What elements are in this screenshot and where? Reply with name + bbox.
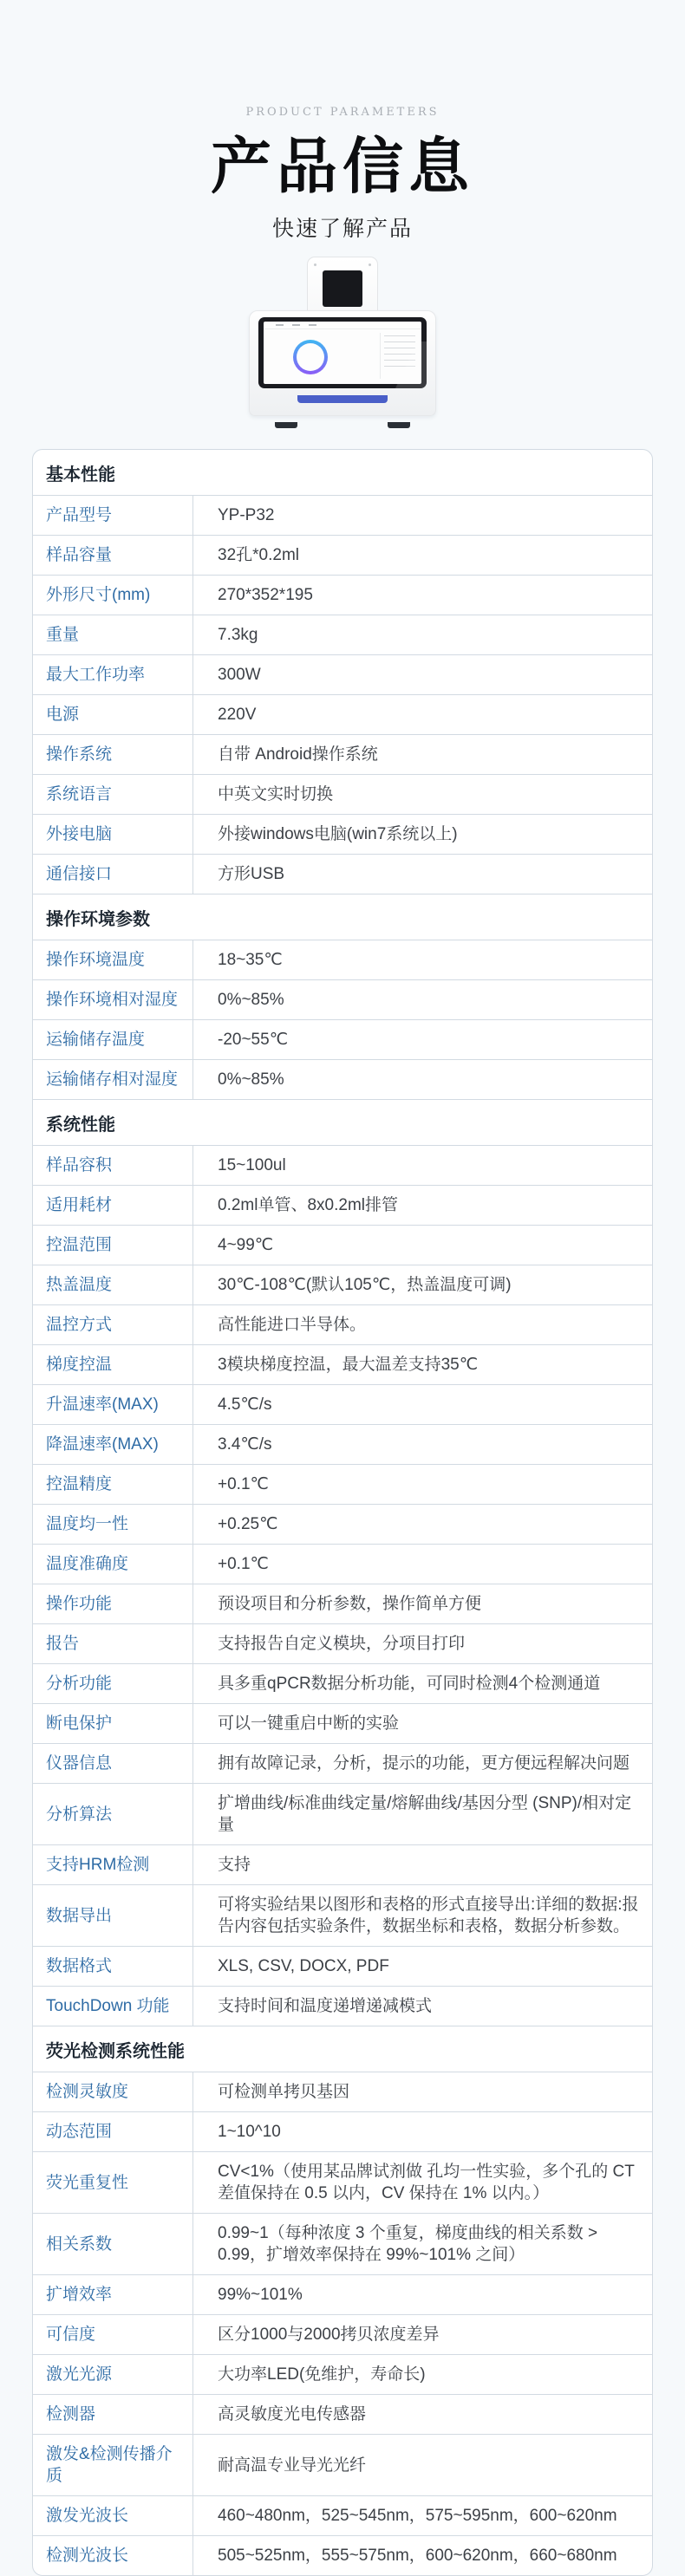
spec-value: 0.99~1（每种浓度 3 个重复，梯度曲线的相关系数 > 0.99，扩增效率保持在 99%~101% 之间） — [218, 2224, 598, 2264]
lid-window — [323, 270, 362, 307]
page-subtitle: 快速了解产品 — [271, 217, 413, 241]
spec-value: -20~55℃ — [218, 1031, 289, 1049]
spec-row — [33, 1545, 652, 1584]
spec-row — [33, 1584, 652, 1624]
section-header: 系统性能 — [33, 1100, 652, 1146]
spec-row — [33, 2536, 652, 2575]
spec-value: 预设项目和分析参数，操作简单方便 — [218, 1595, 482, 1613]
spec-value: 具多重qPCR数据分析功能，可同时检测4个检测通道 — [218, 1675, 601, 1693]
spec-value: 方形USB — [218, 865, 285, 883]
spec-row — [33, 1345, 652, 1385]
spec-row — [33, 536, 652, 576]
spec-row — [33, 655, 652, 695]
base-blue-strip — [297, 395, 388, 403]
spec-row — [33, 980, 652, 1020]
spec-value: 区分1000与2000拷贝浓度差异 — [218, 2326, 440, 2344]
section-header: 荧光检测系统性能 — [33, 2026, 652, 2072]
spec-value: 扩增曲线/标准曲线定量/熔解曲线/基因分型 (SNP)/相对定量 — [218, 1794, 632, 1834]
spec-row — [33, 2214, 652, 2275]
spec-row — [33, 1885, 652, 1947]
spec-label: 可信度 — [33, 2315, 193, 2354]
spec-label: 运输储存温度 — [33, 1020, 193, 1059]
spec-value: 460~480nm，525~545nm，575~595nm，600~620nm — [218, 2507, 617, 2525]
spec-row — [33, 1744, 652, 1784]
spec-value: 270*352*195 — [218, 586, 313, 604]
spec-value: 可将实验结果以图形和表格的形式直接导出:详细的数据:报告内容包括实验条件，数据坐标和表格，数据分析参数。 — [218, 1896, 639, 1935]
spec-row — [33, 1987, 652, 2026]
spec-label: 控温精度 — [33, 1465, 193, 1504]
spec-label: 样品容积 — [33, 1146, 193, 1185]
spec-label: 温控方式 — [33, 1305, 193, 1344]
spec-label: 适用耗材 — [33, 1186, 193, 1225]
spec-value: +0.1℃ — [218, 1475, 269, 1493]
spec-label: 仪器信息 — [33, 1744, 193, 1783]
spec-label: 产品型号 — [33, 496, 193, 535]
spec-value: 拥有故障记录，分析，提示的功能，更方便远程解决问题 — [218, 1754, 630, 1773]
spec-label: 数据导出 — [33, 1885, 193, 1946]
instrument-body — [249, 310, 436, 416]
spec-value: 支持报告自定义模块，分项目打印 — [218, 1635, 466, 1653]
spec-label: 分析功能 — [33, 1664, 193, 1703]
lid-screw — [369, 263, 371, 266]
spec-row — [33, 2275, 652, 2315]
spec-label: 操作环境温度 — [33, 940, 193, 979]
spec-row — [33, 695, 652, 735]
spec-row — [33, 615, 652, 655]
spec-value: 高性能进口半导体。 — [218, 1316, 367, 1334]
spec-row — [33, 1265, 652, 1305]
spec-row — [33, 496, 652, 536]
spec-row — [33, 1784, 652, 1845]
spec-label: 扩增效率 — [33, 2275, 193, 2314]
spec-value: 15~100ul — [218, 1156, 286, 1174]
spec-label: 温度均一性 — [33, 1505, 193, 1544]
spec-label: 控温范围 — [33, 1226, 193, 1265]
spec-label: 支持HRM检测 — [33, 1845, 193, 1884]
spec-label: 操作系统 — [33, 735, 193, 774]
spec-label: 报告 — [33, 1624, 193, 1663]
spec-value: +0.25℃ — [218, 1515, 278, 1533]
spec-row — [33, 1226, 652, 1265]
spec-value: 可以一键重启中断的实验 — [218, 1714, 400, 1733]
lid-screw — [314, 263, 316, 266]
spec-value: CV<1%（使用某品牌试剂做 孔均一性实验，多个孔的 CT差值保持在 0.5 以内，CV 保持在 1% 以内。） — [218, 2163, 635, 2202]
instrument-foot — [388, 422, 410, 428]
spec-row — [33, 1305, 652, 1345]
spec-row — [33, 2395, 652, 2435]
spec-row — [33, 775, 652, 815]
section-header: 基本性能 — [33, 450, 652, 496]
spec-row — [33, 2496, 652, 2536]
spec-label: 样品容量 — [33, 536, 193, 575]
spec-row — [33, 2152, 652, 2214]
spec-value: 大功率LED(免维护，寿命长) — [218, 2365, 426, 2384]
spec-row — [33, 855, 652, 894]
spec-label: 动态范围 — [33, 2112, 193, 2151]
spec-label: 检测灵敏度 — [33, 2072, 193, 2111]
eyebrow-text: PRODUCT PARAMETERS — [245, 106, 440, 119]
spec-value: 中英文实时切换 — [218, 785, 334, 803]
spec-row — [33, 1704, 652, 1744]
spec-label: 外形尺寸(mm) — [33, 576, 193, 615]
spec-label: 操作功能 — [33, 1584, 193, 1623]
spec-value: 3.4℃/s — [218, 1435, 272, 1454]
spec-value: 7.3kg — [218, 626, 258, 644]
spec-row — [33, 1186, 652, 1226]
spec-row — [33, 2355, 652, 2395]
spec-value: 4.5℃/s — [218, 1395, 272, 1414]
spec-label: 分析算法 — [33, 1784, 193, 1844]
spec-value: 300W — [218, 666, 261, 684]
spec-row — [33, 1425, 652, 1465]
spec-label: 断电保护 — [33, 1704, 193, 1743]
spec-label: TouchDown 功能 — [33, 1987, 193, 2026]
touchscreen-tabs — [264, 322, 421, 329]
spec-label: 相关系数 — [33, 2214, 193, 2274]
spec-value: 18~35℃ — [218, 951, 283, 969]
spec-label: 运输储存相对湿度 — [33, 1060, 193, 1099]
spec-label: 电源 — [33, 695, 193, 734]
screen-glare — [373, 342, 427, 388]
spec-row — [33, 1505, 652, 1545]
spec-label: 检测光波长 — [33, 2536, 193, 2575]
spec-value: 220V — [218, 706, 257, 724]
spec-label: 系统语言 — [33, 775, 193, 814]
progress-ring — [293, 340, 328, 374]
spec-label: 最大工作功率 — [33, 655, 193, 694]
spec-label: 梯度控温 — [33, 1345, 193, 1384]
spec-value: 99%~101% — [218, 2286, 303, 2304]
spec-row — [33, 1664, 652, 1704]
spec-value: 可检测单拷贝基因 — [218, 2083, 350, 2101]
spec-label: 升温速率(MAX) — [33, 1385, 193, 1424]
spec-label: 检测器 — [33, 2395, 193, 2434]
spec-label: 操作环境相对湿度 — [33, 980, 193, 1019]
spec-row — [33, 1146, 652, 1186]
spec-label: 数据格式 — [33, 1947, 193, 1986]
spec-value: 0%~85% — [218, 991, 284, 1009]
spec-label: 激发光波长 — [33, 2496, 193, 2535]
spec-row — [33, 2435, 652, 2496]
spec-label: 热盖温度 — [33, 1265, 193, 1304]
spec-value: 自带 Android操作系统 — [218, 745, 378, 764]
spec-value: 0.2ml单管、8x0.2ml排管 — [218, 1196, 398, 1214]
spec-row — [33, 1020, 652, 1060]
spec-row — [33, 1060, 652, 1100]
spec-label: 激光光源 — [33, 2355, 193, 2394]
spec-value: YP-P32 — [218, 506, 275, 524]
spec-label: 温度准确度 — [33, 1545, 193, 1584]
spec-value: 耐高温专业导光光纤 — [218, 2456, 367, 2475]
spec-value: 支持 — [218, 1856, 251, 1874]
spec-value: 0%~85% — [218, 1070, 284, 1089]
spec-row — [33, 2315, 652, 2355]
spec-label: 降温速率(MAX) — [33, 1425, 193, 1464]
spec-row — [33, 815, 652, 855]
spec-value: 4~99℃ — [218, 1236, 274, 1254]
spec-value: 505~525nm，555~575nm，600~620nm，660~680nm — [218, 2547, 617, 2565]
spec-row — [33, 2112, 652, 2152]
instrument-touchscreen — [258, 317, 427, 388]
page-title: 产品信息 — [211, 130, 474, 202]
spec-row — [33, 1624, 652, 1664]
spec-value: 3模块梯度控温，最大温差支持35℃ — [218, 1356, 479, 1374]
spec-label: 激发&检测传播介质 — [33, 2435, 193, 2495]
spec-row — [33, 2072, 652, 2112]
spec-row — [33, 1947, 652, 1987]
spec-label: 荧光重复性 — [33, 2152, 193, 2213]
product-photo — [204, 257, 481, 435]
spec-label: 外接电脑 — [33, 815, 193, 854]
spec-row — [33, 1385, 652, 1425]
spec-row — [33, 940, 652, 980]
spec-table — [32, 449, 653, 2576]
spec-row — [33, 1845, 652, 1885]
spec-value: 30℃-108℃(默认105℃，热盖温度可调) — [218, 1276, 512, 1294]
spec-row — [33, 735, 652, 775]
spec-value: 支持时间和温度递增递减模式 — [218, 1997, 433, 2015]
spec-value: 外接windows电脑(win7系统以上) — [218, 825, 458, 843]
spec-value: 1~10^10 — [218, 2123, 281, 2141]
spec-label: 重量 — [33, 615, 193, 654]
spec-value: 32孔*0.2ml — [218, 546, 299, 564]
instrument-foot — [275, 422, 297, 428]
spec-row — [33, 1465, 652, 1505]
spec-row — [33, 576, 652, 615]
spec-label: 通信接口 — [33, 855, 193, 894]
section-header: 操作环境参数 — [33, 894, 652, 940]
spec-value: +0.1℃ — [218, 1555, 269, 1573]
spec-value: XLS, CSV, DOCX, PDF — [218, 1957, 389, 1975]
spec-value: 高灵敏度光电传感器 — [218, 2405, 367, 2423]
